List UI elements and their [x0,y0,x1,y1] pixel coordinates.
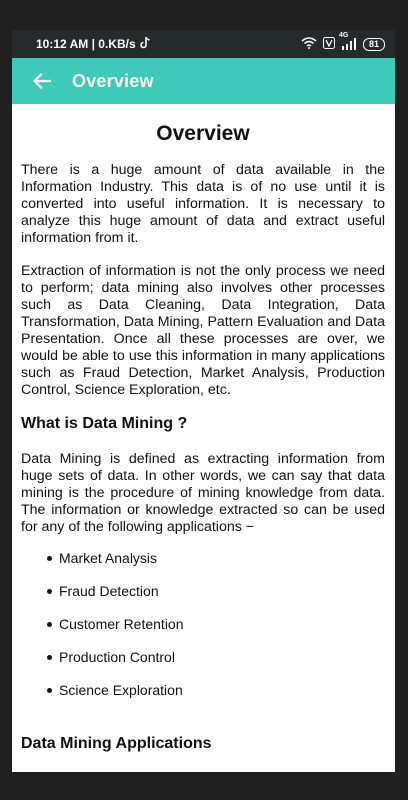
network-label: 4G [338,32,349,39]
bullet-icon [47,655,52,660]
paragraph-3: Data Mining is defined as extracting information from huge sets of data. In other words, we can say that data mining is the procedure of mining knowledge from data. The information or knowledge extracted so can be used for any of the following applications − [21,451,385,535]
paragraph-1: There is a huge amount of data available in the Information Industry. This data is of no use until it is converted into useful information. It is necessary to analyze this huge amount of data and extract useful information from it. [21,162,385,246]
signal-icon [338,32,357,50]
bullet-icon [47,556,52,561]
status-time: 10:12 AM | 0.KB/s [36,37,136,51]
back-arrow-icon [33,73,51,89]
phone-bottom-bezel [0,772,408,800]
page-title: Overview [156,122,250,145]
status-bar [12,30,395,58]
article-content [12,122,395,753]
app-bar-title: Overview [72,70,154,91]
wifi-icon [301,37,317,52]
bullet-icon [47,589,52,594]
screen [12,30,395,772]
next-section-heading: Data Mining Applications [21,735,212,752]
list-item: Production Control [59,649,385,666]
bullet-icon [47,622,52,627]
app-bar [12,58,395,104]
bullet-icon [47,688,52,693]
applications-list [21,550,385,699]
section-heading: What is Data Mining ? [21,415,188,432]
list-item: Fraud Detection [59,583,385,600]
back-button[interactable] [12,73,72,89]
battery-indicator: 81 [363,38,385,51]
volte-icon [323,37,335,52]
list-item: Customer Retention [59,616,385,633]
tiktok-icon [140,37,150,52]
paragraph-2: Extraction of information is not the only process we need to perform; data mining also involves other processes such as Data Cleaning, Data Integration, Data Transformation, Data Mining, Pattern Evaluation and Data Presentation. Once all these processes are over, we would be able to use this information in many applications such as Fraud Detection, Market Analysis, Production Control, Science Exploration, etc. [21,263,385,398]
list-item: Market Analysis [59,550,385,567]
list-item: Science Exploration [59,682,385,699]
